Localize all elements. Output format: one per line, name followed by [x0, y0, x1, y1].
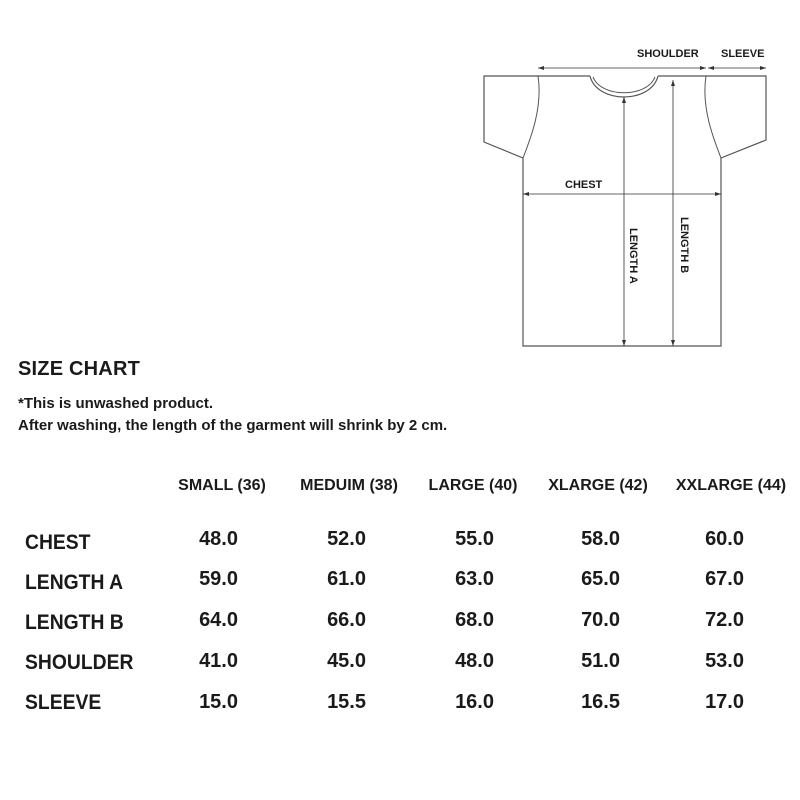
sleeve-label: SLEEVE	[721, 48, 765, 60]
table-cell: 17.0	[705, 691, 744, 713]
sleeve-arrow-left	[708, 66, 714, 70]
table-cell: 66.0	[327, 609, 366, 631]
right-armhole-seam	[705, 76, 721, 158]
table-cell: 41.0	[199, 650, 238, 672]
tshirt-collar-inner	[593, 77, 655, 93]
shoulder-arrow-right	[700, 66, 706, 70]
row-label-length-a: LENGTH A	[25, 571, 124, 594]
table-cell: 52.0	[327, 528, 366, 550]
chest-arrow-left	[523, 192, 529, 196]
column-header-large: LARGE (40)	[428, 477, 518, 494]
table-cell: 15.0	[199, 691, 238, 713]
column-header-medium: MEDUIM (38)	[300, 477, 398, 494]
table-cell: 48.0	[455, 650, 494, 672]
sleeve-arrow-right	[760, 66, 766, 70]
table-cell: 65.0	[581, 568, 620, 590]
table-cell: 60.0	[705, 528, 744, 550]
table-cell: 61.0	[327, 568, 366, 590]
table-cell: 72.0	[705, 609, 744, 631]
unwashed-note: *This is unwashed product.	[18, 395, 214, 412]
table-cell: 58.0	[581, 528, 620, 550]
shoulder-arrow-left	[538, 66, 544, 70]
row-label-chest: CHEST	[25, 531, 91, 554]
table-cell: 15.5	[327, 691, 366, 713]
length-a-label: LENGTH A	[627, 228, 639, 284]
table-cell: 45.0	[327, 650, 366, 672]
length-b-label: LENGTH B	[678, 217, 690, 274]
table-cell: 64.0	[199, 609, 238, 631]
shrink-note: After washing, the length of the garment will shrink by 2 cm.	[18, 417, 448, 434]
row-label-sleeve: SLEEVE	[25, 691, 102, 714]
chest-label: CHEST	[565, 179, 603, 191]
length-b-arrow-top	[671, 80, 675, 86]
table-cell: 48.0	[199, 528, 238, 550]
table-cell: 70.0	[581, 609, 620, 631]
column-header-xlarge: XLARGE (42)	[548, 477, 648, 494]
table-cell: 55.0	[455, 528, 494, 550]
table-cell: 59.0	[199, 568, 238, 590]
length-a-arrow-bottom	[622, 340, 626, 346]
tshirt-outline	[484, 76, 766, 346]
page-title: SIZE CHART	[18, 358, 140, 380]
length-a-arrow-top	[622, 97, 626, 103]
table-cell: 16.0	[455, 691, 494, 713]
chest-arrow-right	[715, 192, 721, 196]
left-armhole-seam	[523, 76, 539, 158]
length-b-arrow-bottom	[671, 340, 675, 346]
table-cell: 16.5	[581, 691, 620, 713]
shoulder-label: SHOULDER	[637, 48, 699, 60]
column-header-xxlarge: XXLARGE (44)	[675, 477, 787, 494]
table-cell: 68.0	[455, 609, 494, 631]
table-cell: 67.0	[705, 568, 744, 590]
row-label-length-b: LENGTH B	[25, 611, 124, 634]
column-header-small: SMALL (36)	[178, 477, 266, 494]
table-cell: 53.0	[705, 650, 744, 672]
garment-diagram	[0, 0, 800, 350]
table-cell: 51.0	[581, 650, 620, 672]
row-label-shoulder: SHOULDER	[25, 651, 134, 674]
table-cell: 63.0	[455, 568, 494, 590]
